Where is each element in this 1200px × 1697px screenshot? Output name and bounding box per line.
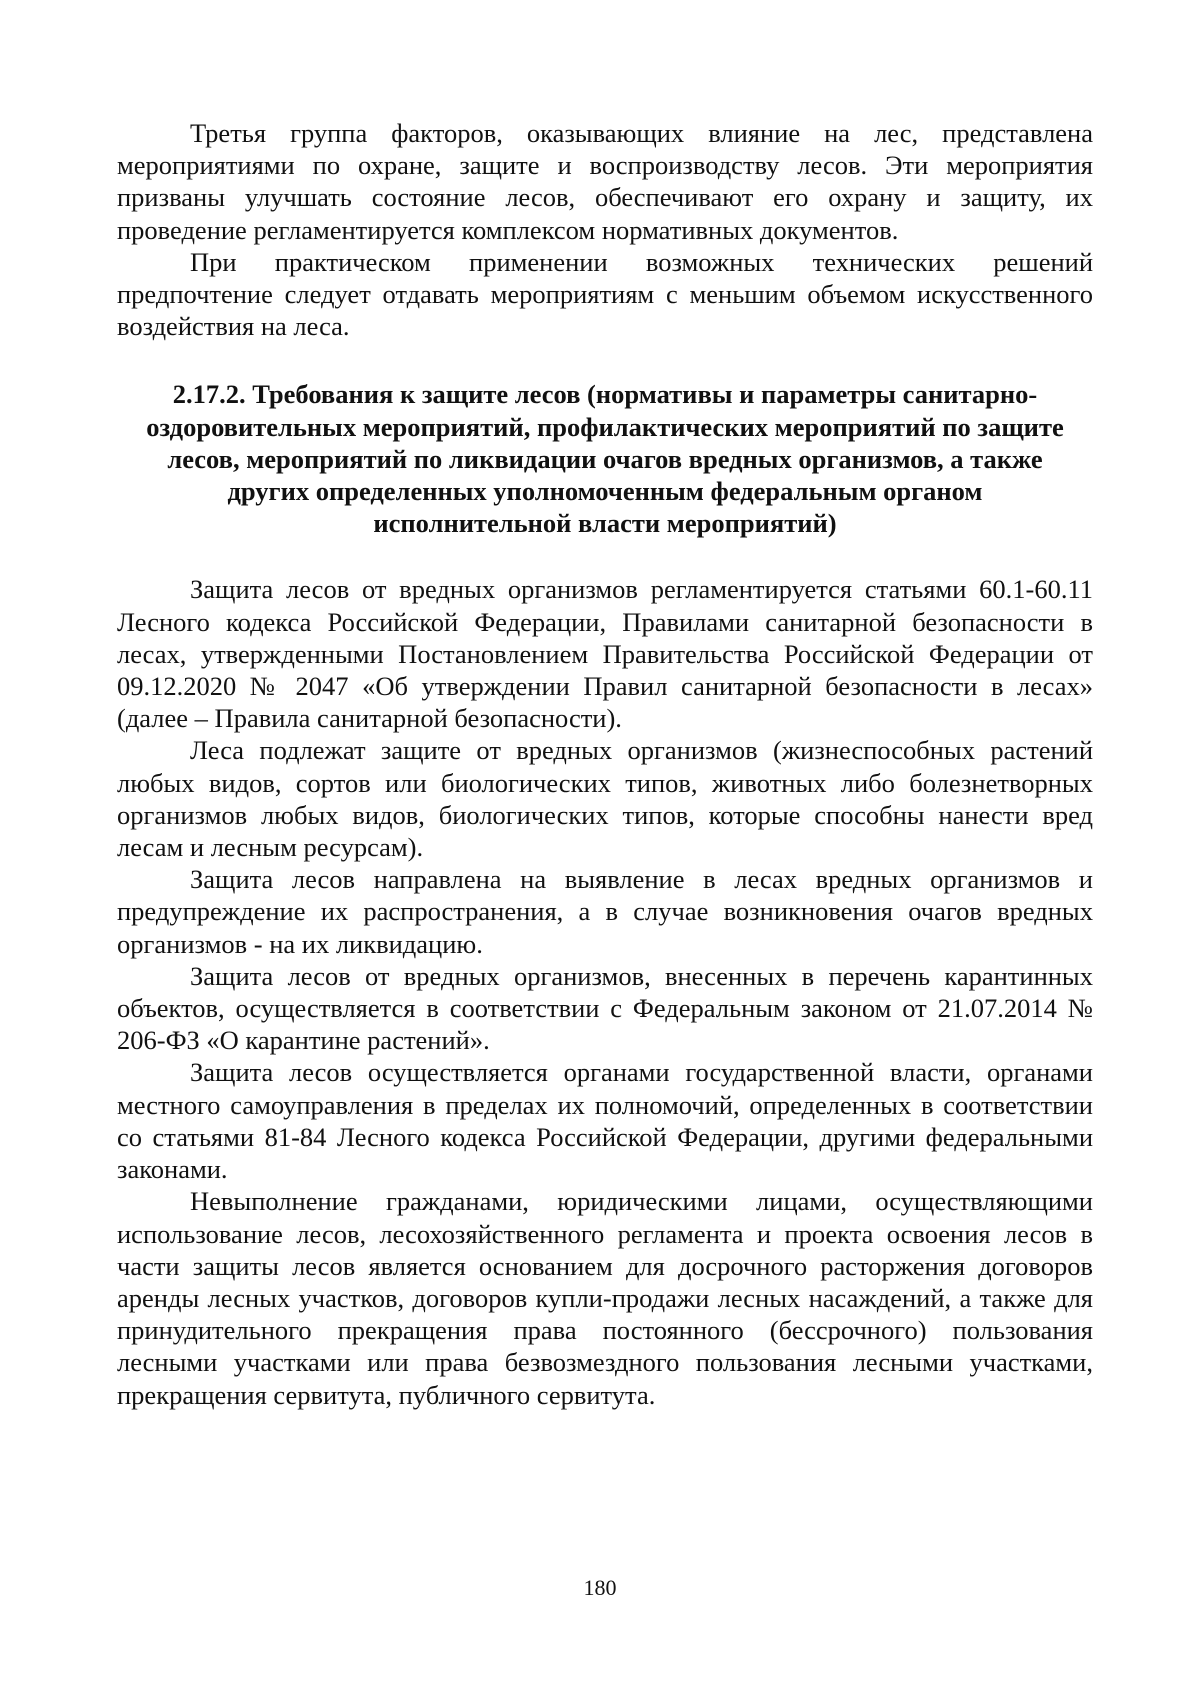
section-paragraph: Защита лесов направлена на выявление в лесах вредных организмов и предупреждение их распространения, а в случае возникновения очагов вредных организмов - на их ликвидацию. (117, 864, 1093, 959)
page-number: 180 (583, 1575, 617, 1600)
section-heading: 2.17.2. Требования к защите лесов (нормативы и параметры санитарно-оздоровительных мероприятий, профилактических мероприятий по защите лесов, мероприятий по ликвидации очагов вредных организмов, а также других определенных уполномоченным федеральным органом исполнительной власти мероприятий) (146, 379, 1064, 539)
section-paragraph: Защита лесов осуществляется органами государственной власти, органами местного самоуправления в пределах их полномочий, определенных в соответствии со статьями 81-84 Лесного кодекса Российской Федерации, другими федеральными законами. (117, 1057, 1093, 1185)
intro-paragraph: Третья группа факторов, оказывающих влияние на лес, представлена мероприятиями по охране, защите и воспроизводству лесов. Эти мероприятия призваны улучшать состояние лесов, обеспечивают его охрану и защиту, их проведение регламентируется комплексом нормативных документов. (117, 118, 1093, 245)
section-paragraph: Леса подлежат защите от вредных организмов (жизнеспособных растений любых видов, сортов или биологических типов, животных либо болезнетворных организмов любых видов, биологических типов, которые способны нанести вред лесам и лесным ресурсам). (117, 735, 1093, 863)
intro-paragraph: При практическом применении возможных технических решений предпочтение следует отдавать мероприятиям с меньшим объемом искусственного воздействия на леса. (117, 246, 1093, 342)
section-paragraph: Невыполнение гражданами, юридическими лицами, осуществляющими использование лесов, лесохозяйственного регламента и проекта освоения лесов в части защиты лесов является основанием для досрочного расторжения договоров аренды лесных участков, договоров купли-продажи лесных насаждений, а также для принудительного прекращения права постоянного (бессрочного) пользования лесными участками или права безвозмездного пользования лесными участками, прекращения сервитута, публичного сервитута. (117, 1186, 1093, 1410)
document-page (117, 117, 1093, 1411)
section-paragraph: Защита лесов от вредных организмов, внесенных в перечень карантинных объектов, осуществляется в соответствии с Федеральным законом от 21.07.2014 № 206-ФЗ «О карантине растений». (117, 960, 1093, 1056)
section-paragraph: Защита лесов от вредных организмов регламентируется статьями 60.1-60.11 Лесного кодекса Российской Федерации, Правилами санитарной безопасности в лесах, утвержденными Постановлением Правительства Российской Федерации от 09.12.2020 № 2047 «Об утверждении Правил санитарной безопасности в лесах» (далее – Правила санитарной безопасности). (117, 574, 1093, 734)
